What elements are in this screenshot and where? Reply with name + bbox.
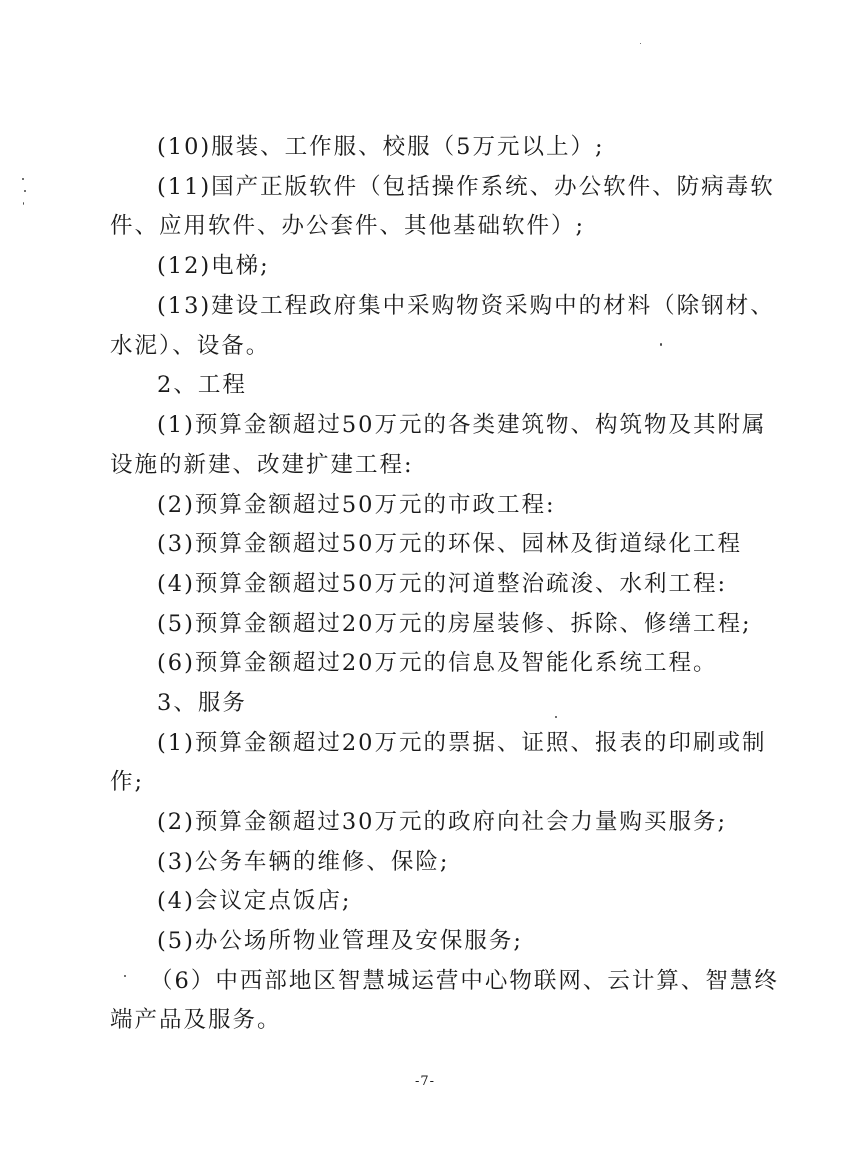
text-line-1: (10)服装、工作服、校服（5万元以上）; [157, 134, 605, 160]
section-heading-services: 3、服务 [157, 690, 247, 716]
scan-speck [640, 43, 641, 44]
scan-speck [22, 178, 24, 180]
text-line-8: (1)预算金额超过50万元的各类建筑物、构筑物及其附属 [157, 412, 767, 438]
text-line-5: (13)建设工程政府集中采购物资采购中的材料（除钢材、 [157, 293, 775, 319]
text-line-21: (5)办公场所物业管理及安保服务; [157, 928, 523, 954]
text-line-23: 端产品及服务。 [110, 1007, 282, 1033]
scan-speck [555, 716, 557, 718]
text-line-22: （6）中西部地区智慧城运营中心物联网、云计算、智慧终 [150, 968, 779, 994]
text-line-11: (3)预算金额超过50万元的环保、园林及街道绿化工程 [157, 531, 743, 557]
scan-speck [23, 202, 24, 205]
text-line-19: (3)公务车辆的维修、保险; [157, 849, 450, 875]
scan-speck [660, 343, 662, 346]
text-line-9: 设施的新建、改建扩建工程: [110, 452, 414, 478]
text-line-6: 水泥）、设备。 [110, 333, 271, 359]
text-line-2: (11)国产正版软件（包括操作系统、办公软件、防病毒软 [157, 174, 775, 200]
text-line-12: (4)预算金额超过50万元的河道整治疏浚、水利工程: [157, 571, 728, 597]
scan-speck [24, 190, 26, 192]
page-number: -7- [414, 1074, 436, 1089]
section-heading-engineering: 2、工程 [157, 372, 247, 398]
text-line-14: (6)预算金额超过20万元的信息及智能化系统工程。 [157, 650, 718, 676]
text-line-13: (5)预算金额超过20万元的房屋装修、拆除、修缮工程; [157, 611, 752, 637]
text-line-17: 作; [110, 769, 145, 795]
text-line-16: (1)预算金额超过20万元的票据、证照、报表的印刷或制 [157, 730, 767, 756]
text-line-3: 件、应用软件、办公套件、其他基础软件）; [110, 213, 586, 239]
text-line-10: (2)预算金额超过50万元的市政工程: [157, 492, 556, 518]
text-line-4: (12)电梯; [157, 253, 270, 279]
scan-speck [124, 975, 126, 977]
text-line-20: (4)会议定点饭店; [157, 888, 352, 914]
text-line-18: (2)预算金额超过30万元的政府向社会力量购买服务; [157, 809, 728, 835]
